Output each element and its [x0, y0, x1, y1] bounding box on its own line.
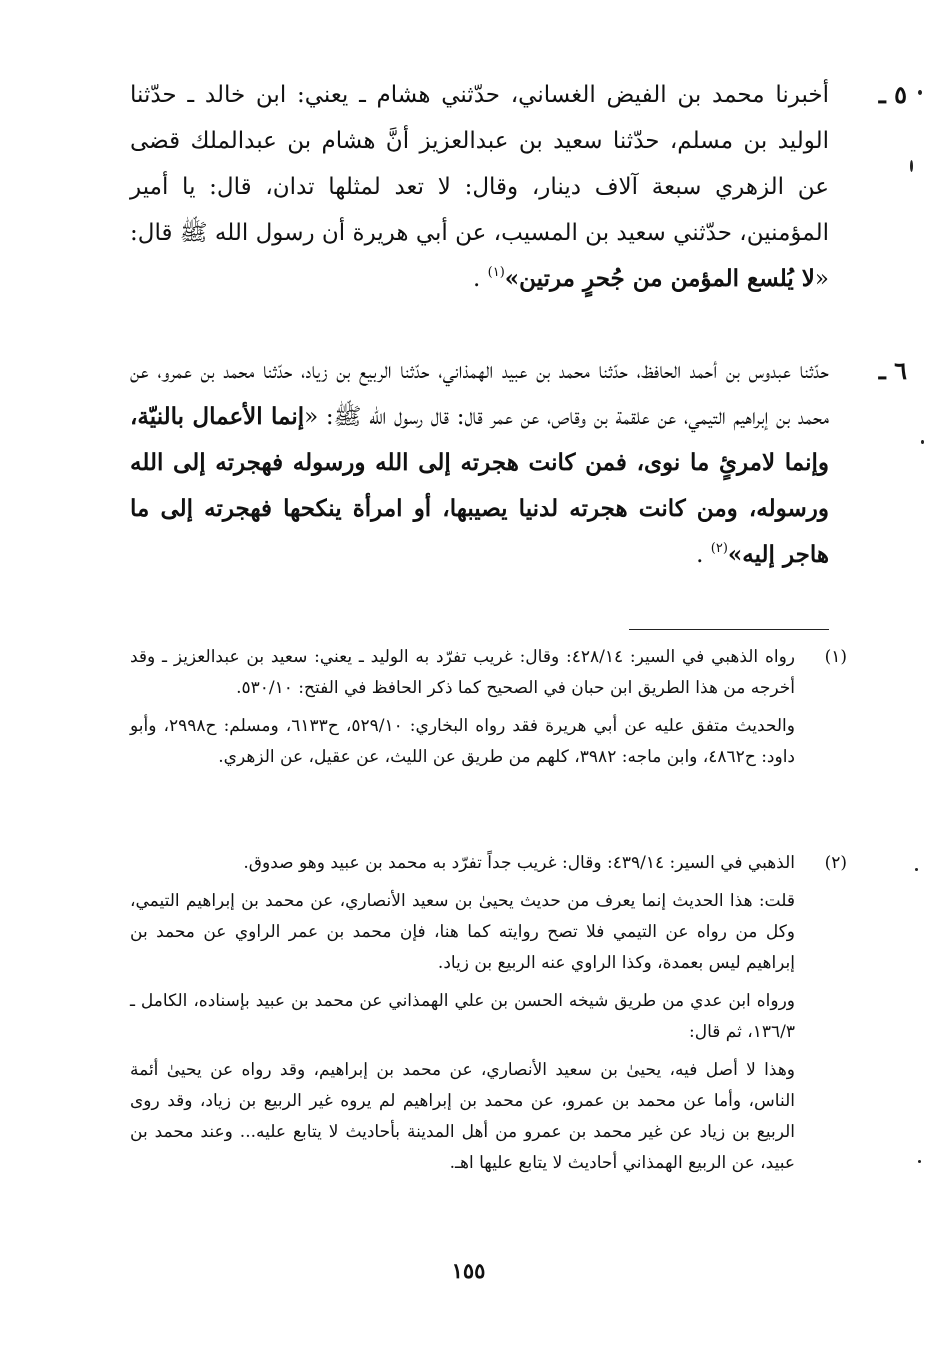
hadith-5 — [130, 72, 907, 302]
hadith-text — [130, 348, 829, 578]
footnote-paragraph: قلت: هذا الحديث إنما يعرف من حديث يحيىٰ بن سعيد الأنصاري، عن محمد بن إبراهيم التيمي، وكل من رواه عن التيمي فلا تصح روايته كما هنا، فإن محمد بن عمر الراوي عن محمد بن إبراهيم ليس بعمدة، وكذا الراوي عنه الربيع بن زياد. — [130, 891, 795, 973]
sentence-end: . — [696, 542, 711, 568]
scan-speck — [918, 90, 922, 95]
scan-speck — [910, 160, 913, 172]
footnote-paragraph: الذهبي في السير: ٤٣٩/١٤: وقال: غريب جداً تفرّد به محمد بن عبيد وهو صدوق. — [243, 853, 795, 873]
footnote-1 — [130, 642, 845, 780]
footnote-marker: (١) — [824, 647, 847, 667]
sentence-end: . — [473, 266, 488, 292]
matn-close: » — [504, 265, 520, 292]
footnote-reference[interactable]: (٢) — [710, 541, 728, 556]
isnad-text: حدّثنا عبدوس بن أحمد الحافظ، حدّثنا محمد بن عبيد الهمذاني، حدّثنا الربيع بن زياد، حدّثنا محمد بن عمرو، عن محمد بن إبراهيم التيمي، عن علقمة بن وقاص، عن عمر قال: قال رسول الله ﷺ: « — [130, 358, 829, 430]
scan-speck — [921, 440, 924, 444]
footnote-paragraph: وهذا لا أصل فيه، يحيىٰ بن سعيد الأنصاري، عن محمد بن إبراهيم، وقد رواه عن يحيىٰ أئمة الناس، وأما عن محمد بن عمرو، عن محمد بن إبراهيم لم يروه غير الربيع بن زياد، وقد روى الربيع بن زياد عن غير محمد بن عمرو من أهل المدينة بأحاديث لا يتابع عليه... وعند محمد بن عبيد، عن الربيع الهمذاني أحاديث لا يتابع عليها اهـ. — [130, 1060, 795, 1173]
hadith-6 — [130, 348, 907, 578]
scan-speck — [915, 868, 918, 871]
footnote-2 — [130, 848, 845, 1186]
page-number: ١٥٥ — [451, 1258, 486, 1283]
hadith-text — [130, 72, 829, 302]
footnote-paragraph: والحديث متفق عليه عن أبي هريرة فقد رواه البخاري: ٥٢٩/١٠، ح٦١٣٣، ومسلم: ح٢٩٩٨، وأبو داود: ح٤٨٦٢، وابن ماجه: ٣٩٨٢، كلهم من طريق عن الليث، عن عقيل، عن الزهري. — [130, 716, 795, 767]
footnote-reference[interactable]: (١) — [487, 265, 505, 280]
matn-text: إنما الأعمال بالنيّة، وإنما لامرئٍ ما نوى، فمن كانت هجرته إلى الله ورسوله فهجرته إلى الله ورسوله، ومن كانت هجرته لدنيا يصيبها، أو امرأة ينكحها فهجرته إلى ما هاجر إليه — [130, 403, 829, 568]
hadith-number: ٥ ـ — [878, 80, 907, 109]
footnote-paragraph: رواه الذهبي في السير: ٤٢٨/١٤: وقال: غريب تفرّد به الوليد ـ يعني: سعيد بن عبدالعزيز ـ وقد أخرجه من هذا الطريق ابن حبان في الصحيح كما ذكر الحافظ في الفتح: ٥٣٠/١٠. — [130, 647, 795, 698]
footnote-paragraph: ورواه ابن عدي من طريق شيخه الحسن بن علي الهمذاني عن محمد بن عبيد بإسناده، الكامل ـ ١٣٦/٣، ثم قال: — [130, 991, 795, 1042]
hadith-number: ٦ ـ — [878, 356, 907, 385]
scan-speck — [918, 1160, 921, 1163]
footnote-marker: (٢) — [824, 853, 847, 873]
isnad-text: أخبرنا محمد بن الفيض الغساني، حدّثني هشام ـ يعني: ابن خالد ـ حدّثنا الوليد بن مسلم، حدّثنا سعيد بن عبدالعزيز أنَّ هشام بن عبدالملك قضى عن الزهري سبعة آلاف دينار، وقال: لا تعد لمثلها تدان، قال: يا أمير المؤمنين، حدّثني سعيد بن المسيب، عن أبي هريرة أن رسول الله ﷺ قال: « — [130, 82, 829, 292]
footnote-separator — [629, 629, 829, 630]
matn-close: » — [727, 541, 743, 568]
matn-text: لا يُلسع المؤمن من جُحرٍ مرتين — [519, 265, 815, 292]
